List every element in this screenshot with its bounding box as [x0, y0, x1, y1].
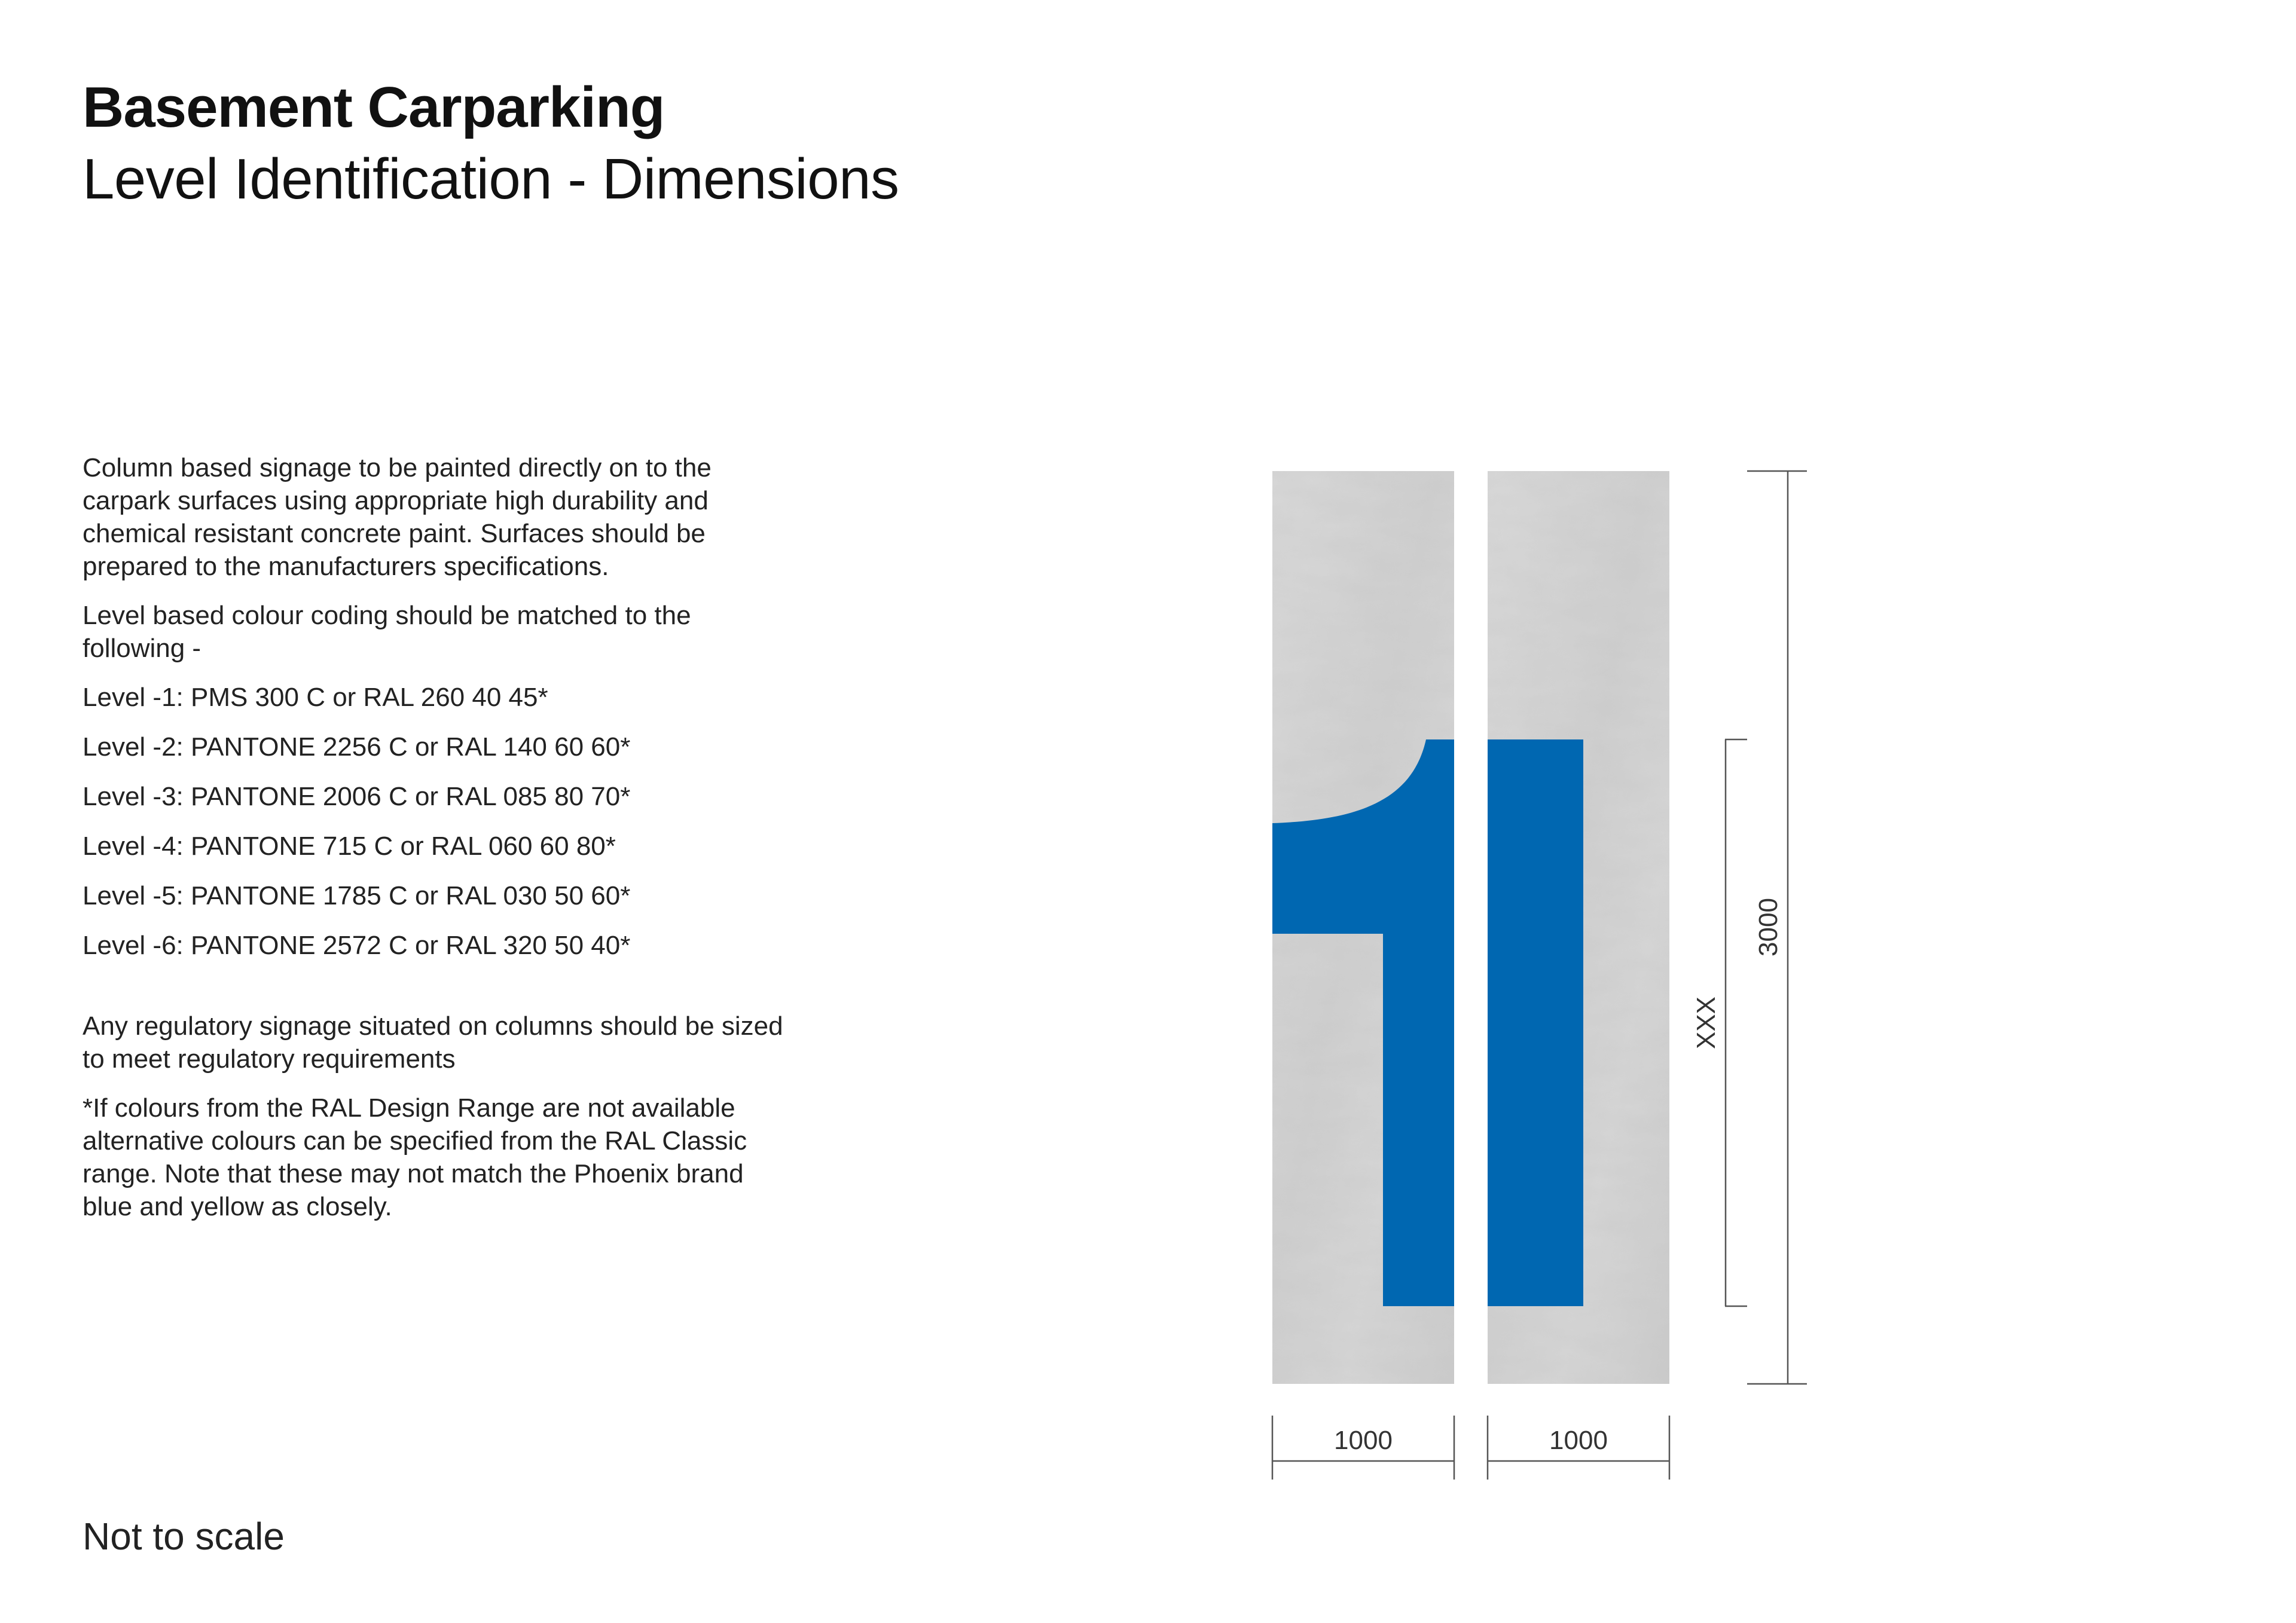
right-width-label: 1000 — [1549, 1426, 1608, 1455]
intro-paragraph: Column based signage to be painted directly on to the carpark surfaces using appropriate high durability and chemical resistant concrete paint. Surfaces should be prepared to the manufacturers specifications. — [83, 453, 712, 581]
regulatory-paragraph: Any regulatory signage situated on columns should be sized to meet regulatory requirements — [83, 1011, 783, 1074]
colour-intro-paragraph: Level based colour coding should be matched to the following - — [83, 601, 691, 663]
footnote-paragraph: *If colours from the RAL Design Range are not available alternative colours can be specified from the RAL Classic range. Note that these may not match the Phoenix brand blue and yellow as closely. — [83, 1093, 747, 1221]
level-colour-5: Level -5: PANTONE 1785 C or RAL 030 50 60* — [83, 881, 631, 910]
left-width-label: 1000 — [1334, 1426, 1393, 1455]
left-column — [1272, 471, 1454, 1384]
level-colour-4: Level -4: PANTONE 715 C or RAL 060 60 80* — [83, 832, 616, 861]
right-column — [1488, 471, 1669, 1384]
numeral-1-right-half — [1488, 739, 1583, 1306]
title-line-1: Basement Carparking — [83, 75, 665, 139]
numeral-height-dimension — [1725, 739, 1747, 1306]
title-line-2: Level Identification - Dimensions — [83, 147, 899, 211]
column-height-label: 3000 — [1754, 898, 1783, 956]
numeral-height-label: XXX — [1692, 996, 1721, 1050]
level-colour-1: Level -1: PMS 300 C or RAL 260 40 45* — [83, 683, 548, 712]
scale-note: Not to scale — [83, 1515, 285, 1558]
level-colour-2: Level -2: PANTONE 2256 C or RAL 140 60 60* — [83, 732, 631, 762]
level-colour-3: Level -3: PANTONE 2006 C or RAL 085 80 70* — [83, 782, 631, 811]
level-colour-6: Level -6: PANTONE 2572 C or RAL 320 50 40* — [83, 931, 631, 960]
